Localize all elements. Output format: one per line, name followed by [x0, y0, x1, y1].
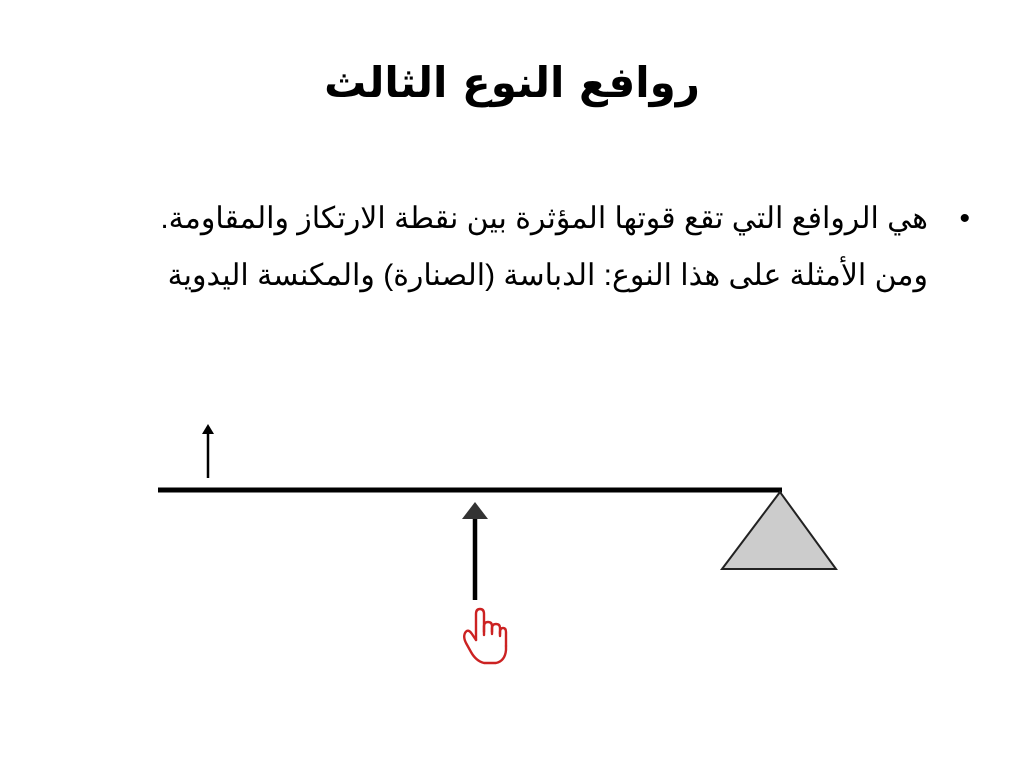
bullet-text: هي الروافع التي تقع قوتها المؤثرة بين نقطة الارتكاز والمقاومة. ومن الأمثلة على هذا النوع: الدباسة (الصنارة) والمكنسة اليدوية — [160, 202, 928, 292]
pointing-hand-icon — [464, 609, 506, 663]
bullet-marker: • — [959, 202, 970, 235]
effort-arrow-icon — [462, 502, 488, 600]
resistance-arrow-icon — [202, 424, 214, 478]
fulcrum-icon — [722, 492, 836, 569]
page-title: روافع النوع الثالث — [324, 58, 700, 107]
